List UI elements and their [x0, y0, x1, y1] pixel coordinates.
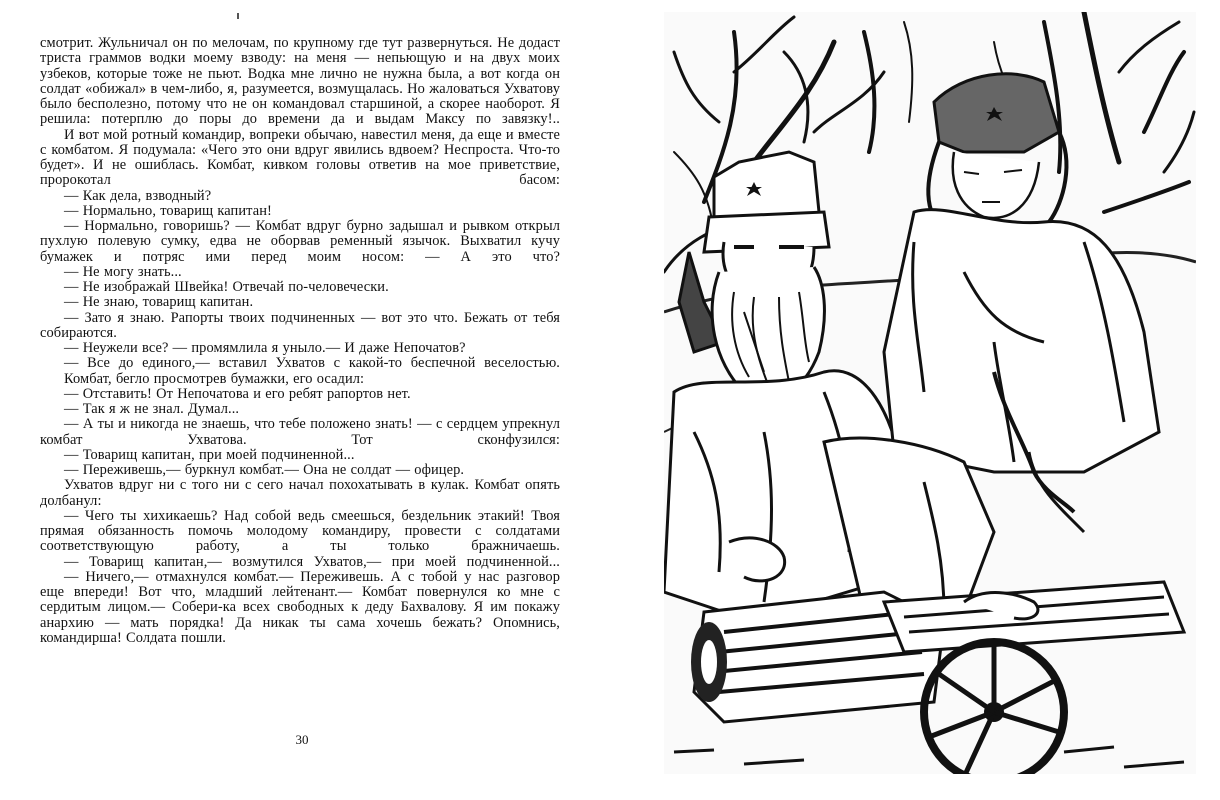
dialogue-line: — Не знаю, товарищ капитан. [64, 294, 254, 311]
dialogue-line: — Все до единого,— вставил Ухватов с какой-то беспечной веселостью. [64, 355, 560, 372]
paragraph: Комбат, бегло просмотрев бумажки, его осадил: [64, 370, 365, 387]
dialogue-line: — Неужели все? — промямлила я уныло.— И даже Непочатов? [64, 340, 466, 356]
paragraph: смотрит. Жульничал он по мелочам, по крупному где тут развернуться. Не додаст триста граммов водки моему взводу: на меня — непьющую и на двух моих узбеков, которые тоже не пьют. Водка мне лично не нужна была, а вот когда он солдат «обижал» в чем-либо, я, разумеется, возмущалась. Но жаловаться Ухватову было бесполезно, потому что не он командовал старшиной, а скорее наоборот. Я решила: потерплю до поры до времени да и выдам Максу по завязку!.. [40, 35, 560, 128]
dialogue-line: — Нормально, говоришь? — Комбат вдруг бурно задышал и рывком открыл пухлую полевую сумку, едва не оборвав ременный язычок. Выхватил кучу бумажек и потряс ими перед моим носом: — А это что? [40, 218, 560, 265]
dialogue-line: — Не могу знать... [64, 263, 182, 280]
dialogue-line: — Переживешь,— буркнул комбат.— Она не солдат — офицер. [64, 462, 465, 478]
dialogue-line: — Ничего,— отмахнулся комбат.— Переживешь. А с тобой у нас разговор еще впереди! Вот что, младший лейтенант.— Комбат повернулся ко мне с сердитым лицом.— Собери-ка всех свободных к деду Бахвалову. Я им покажу анархию — мать порядка! Да никак ты сама хочешь бежать? Опомнись, командирша! Солдата пошли. [40, 568, 560, 646]
dialogue-line: — Товарищ капитан,— возмутился Ухватов,— при моей подчиненной... [64, 553, 560, 570]
dialogue-line: — Отставить! От Непочатова и его ребят рапортов нет. [64, 385, 411, 402]
dialogue-line: — Зато я знаю. Рапорты твоих подчиненных — вот это что. Бежать от тебя собираются. [40, 309, 560, 341]
dialogue-line: — Нормально, товарищ капитан! [64, 202, 272, 219]
dialogue-line: — Чего ты хихикаешь? Над собой ведь смеешься, бездельник этакий! Твоя прямая обязанность помочь молодому командиру, провести с солдатами соответствующую работу, а ты только бражничаешь. [40, 507, 560, 555]
paragraph: И вот мой ротный командир, вопреки обычаю, навестил меня, да еще и вместе с комбатом. Я подумала: «Чего это они вдруг явились вдвоем? Неспроста. Что-то будет». И не ошиблась. Комбат, кивком головы ответив на мое приветствие, пророкотал басом: [40, 126, 560, 189]
dialogue-line: — Не изображай Швейка! Отвечай по-человечески. [64, 279, 389, 295]
text-page [40, 36, 560, 766]
dialogue-line: — А ты и никогда не знаешь, что тебе положено знать! — с сердцем упрекнул комбат Ухватова. Тот сконфузился: [40, 416, 560, 448]
paragraph: Ухватов вдруг ни с того ни с сего начал похохатывать в кулак. Комбат опять долбанул: [40, 477, 560, 509]
page-number: 30 [295, 732, 309, 747]
print-mark [237, 6, 241, 12]
ink-illustration-icon [664, 12, 1196, 774]
dialogue-line: — Как дела, взводный? [64, 187, 212, 204]
dialogue-line: — Так я ж не знал. Думал... [64, 401, 240, 417]
dialogue-line: — Товарищ капитан, при моей подчиненной... [64, 446, 355, 463]
